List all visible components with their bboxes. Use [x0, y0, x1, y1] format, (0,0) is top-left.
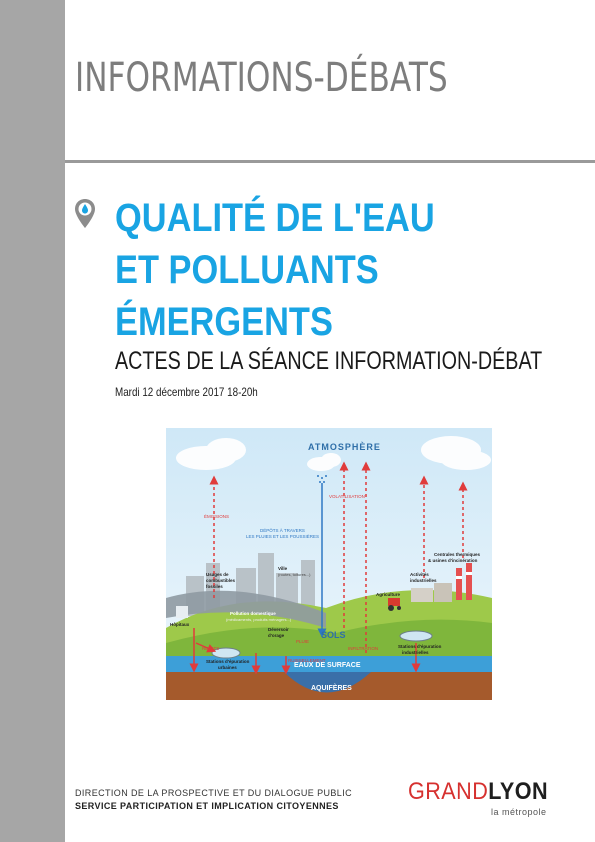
label-usages: combustibles	[206, 578, 236, 583]
event-date: Mardi 12 décembre 2017 18-20h	[115, 385, 258, 399]
main-title-line: QUALITÉ DE L'EAU	[115, 196, 435, 240]
label-ville: (routes, toitures...)	[278, 572, 311, 577]
label-atmosphere: ATMOSPHÈRE	[308, 442, 381, 452]
label-stations-urbaines: urbaines	[218, 665, 237, 670]
label-pollution: (médicaments, produits ménagers...)	[226, 617, 292, 622]
label-sols: SOLS	[321, 630, 346, 640]
label-ruissellement: RUISSELLEMENT	[288, 658, 326, 663]
logo-lyon: LYON	[488, 778, 549, 805]
label-stations-industrielles: Stations d'épuration	[398, 644, 442, 649]
label-rejets: REJETS	[202, 646, 220, 651]
subtitle: ACTES DE LA SÉANCE INFORMATION-DÉBAT	[115, 347, 543, 375]
label-hopitaux: Hôpitaux	[170, 622, 190, 627]
left-gray-band	[0, 0, 65, 842]
label-ville: Ville	[278, 566, 288, 571]
main-title	[115, 192, 435, 348]
label-pluie: PLUIE	[296, 639, 310, 644]
logo-tagline: la métropole	[491, 807, 547, 817]
label-depots: LES PLUIES ET LES POUSSIÈRES	[246, 534, 319, 539]
main-title-line: ET POLLUANTS	[115, 248, 379, 292]
label-aquiferes: AQUIFÈRES	[311, 685, 352, 692]
water-cycle-illustration	[166, 428, 492, 700]
label-emissions: ÉMISSIONS	[204, 514, 230, 519]
label-infiltration: INFILTRATION	[348, 646, 379, 651]
label-stations-industrielles: industrielles	[402, 650, 429, 655]
label-volatilisation: VOLATILISATION	[329, 494, 365, 499]
section-title: INFORMATIONS-DÉBATS	[75, 55, 448, 101]
label-activites: industrielles	[410, 578, 437, 583]
label-agriculture: Agriculture	[376, 592, 401, 597]
label-centrales: & usines d'incinération	[428, 558, 478, 563]
label-depots: DÉPÔTS À TRAVERS	[260, 528, 305, 533]
footer-direction: DIRECTION DE LA PROSPECTIVE ET DU DIALOGUE PUBLIC	[75, 788, 352, 798]
main-title-line: ÉMERGENTS	[115, 300, 333, 344]
label-deversoir: Déversoir	[268, 627, 289, 632]
label-deversoir: d'orage	[268, 633, 285, 638]
label-pollution: Pollution domestique	[230, 611, 276, 616]
location-pin-water-drop-icon	[74, 198, 96, 235]
label-usages: Usages de	[206, 572, 229, 577]
footer-department	[75, 787, 352, 813]
label-activites: Activités	[410, 572, 429, 577]
header-divider	[65, 160, 595, 163]
label-centrales: Centrales thermiques	[434, 552, 481, 557]
footer-service: SERVICE PARTICIPATION ET IMPLICATION CITOYENNES	[75, 801, 339, 811]
label-usages: fossiles	[206, 584, 223, 589]
grand-lyon-logo	[408, 778, 564, 817]
logo-grand: GRAND	[408, 778, 489, 805]
label-stations-urbaines: Stations d'épuration	[206, 659, 250, 664]
label-eaux-de-surface: EAUX DE SURFACE	[294, 662, 361, 669]
